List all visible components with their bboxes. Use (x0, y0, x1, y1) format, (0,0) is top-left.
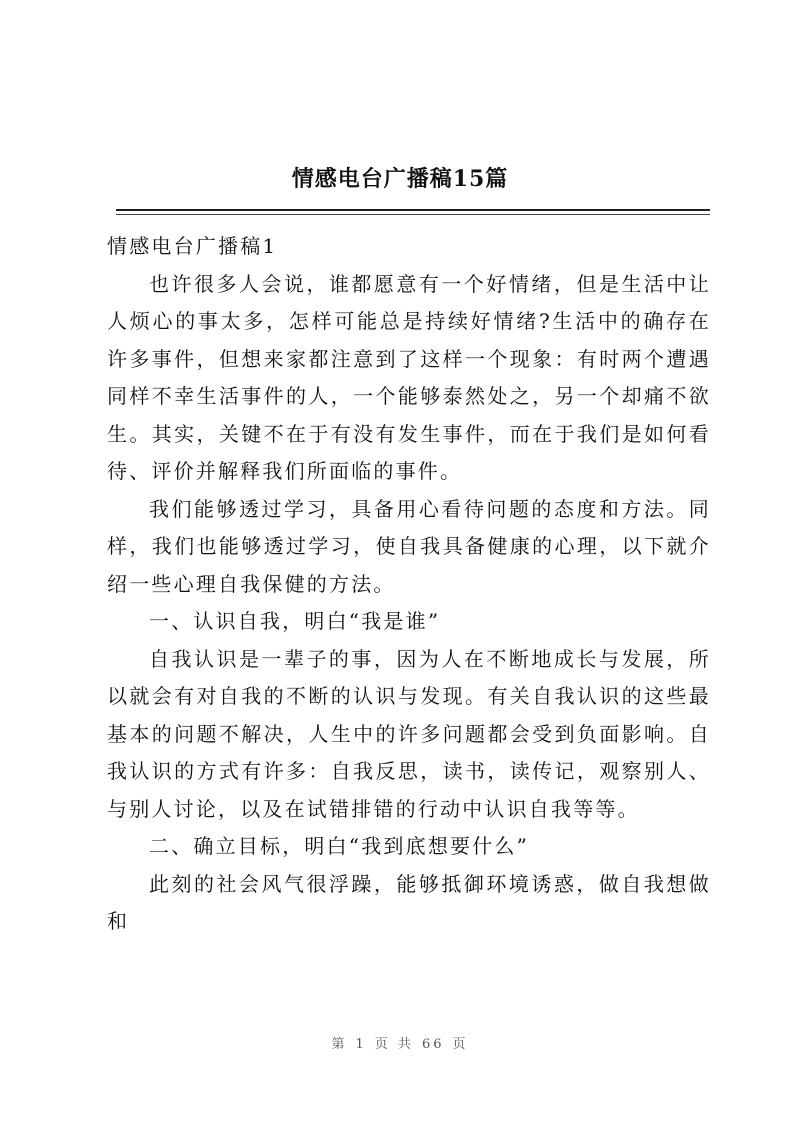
subheading-2: 二、确立目标，明白“我到底想要什么” (149, 834, 530, 858)
paragraph-3: 自我认识是一辈子的事，因为人在不断地成长与发展，所以就会有对自我的不断的认识与发现。有关自我认识的这些最基本的问题不解决，人生中的许多问题都会受到负面影响。自我认识的方式有许多：自我反思，读书，读传记，观察别人、与别人讨论，以及在试错排错的行动中认识自我等等。 (107, 646, 711, 821)
section-heading: 情感电台广播稿1 (107, 234, 278, 258)
footer-prefix: 第 (331, 1037, 348, 1052)
footer-total-pages: 66 (421, 1037, 445, 1052)
title-underline-thick (116, 209, 710, 211)
document-body (107, 228, 711, 941)
subheading-1: 一、认识自我，明白“我是谁” (149, 609, 441, 633)
page-footer (0, 1033, 800, 1052)
title-underline-thin (116, 214, 710, 215)
footer-page-number: 1 (355, 1037, 367, 1052)
paragraph-4: 此刻的社会风气很浮躁，能够抵御环境诱惑，做自我想做和 (107, 871, 711, 933)
footer-mid: 页 共 (374, 1037, 414, 1052)
paragraph-2: 我们能够透过学习，具备用心看待问题的态度和方法。同样，我们也能够透过学习，使自我具备健康的心理，以下就介绍一些心理自我保健的方法。 (107, 496, 711, 596)
document-title: 情感电台广播稿15篇 (291, 166, 509, 192)
footer-suffix: 页 (452, 1037, 469, 1052)
paragraph-1: 也许很多人会说，谁都愿意有一个好情绪，但是生活中让人烦心的事太多，怎样可能总是持续好情绪?生活中的确存在许多事件，但想来家都注意到了这样一个现象：有时两个遭遇同样不幸生活事件的人，一个能够泰然处之，另一个却痛不欲生。其实，关键不在于有没有发生事件，而在于我们是如何看待、评价并解释我们所面临的事件。 (107, 271, 711, 483)
